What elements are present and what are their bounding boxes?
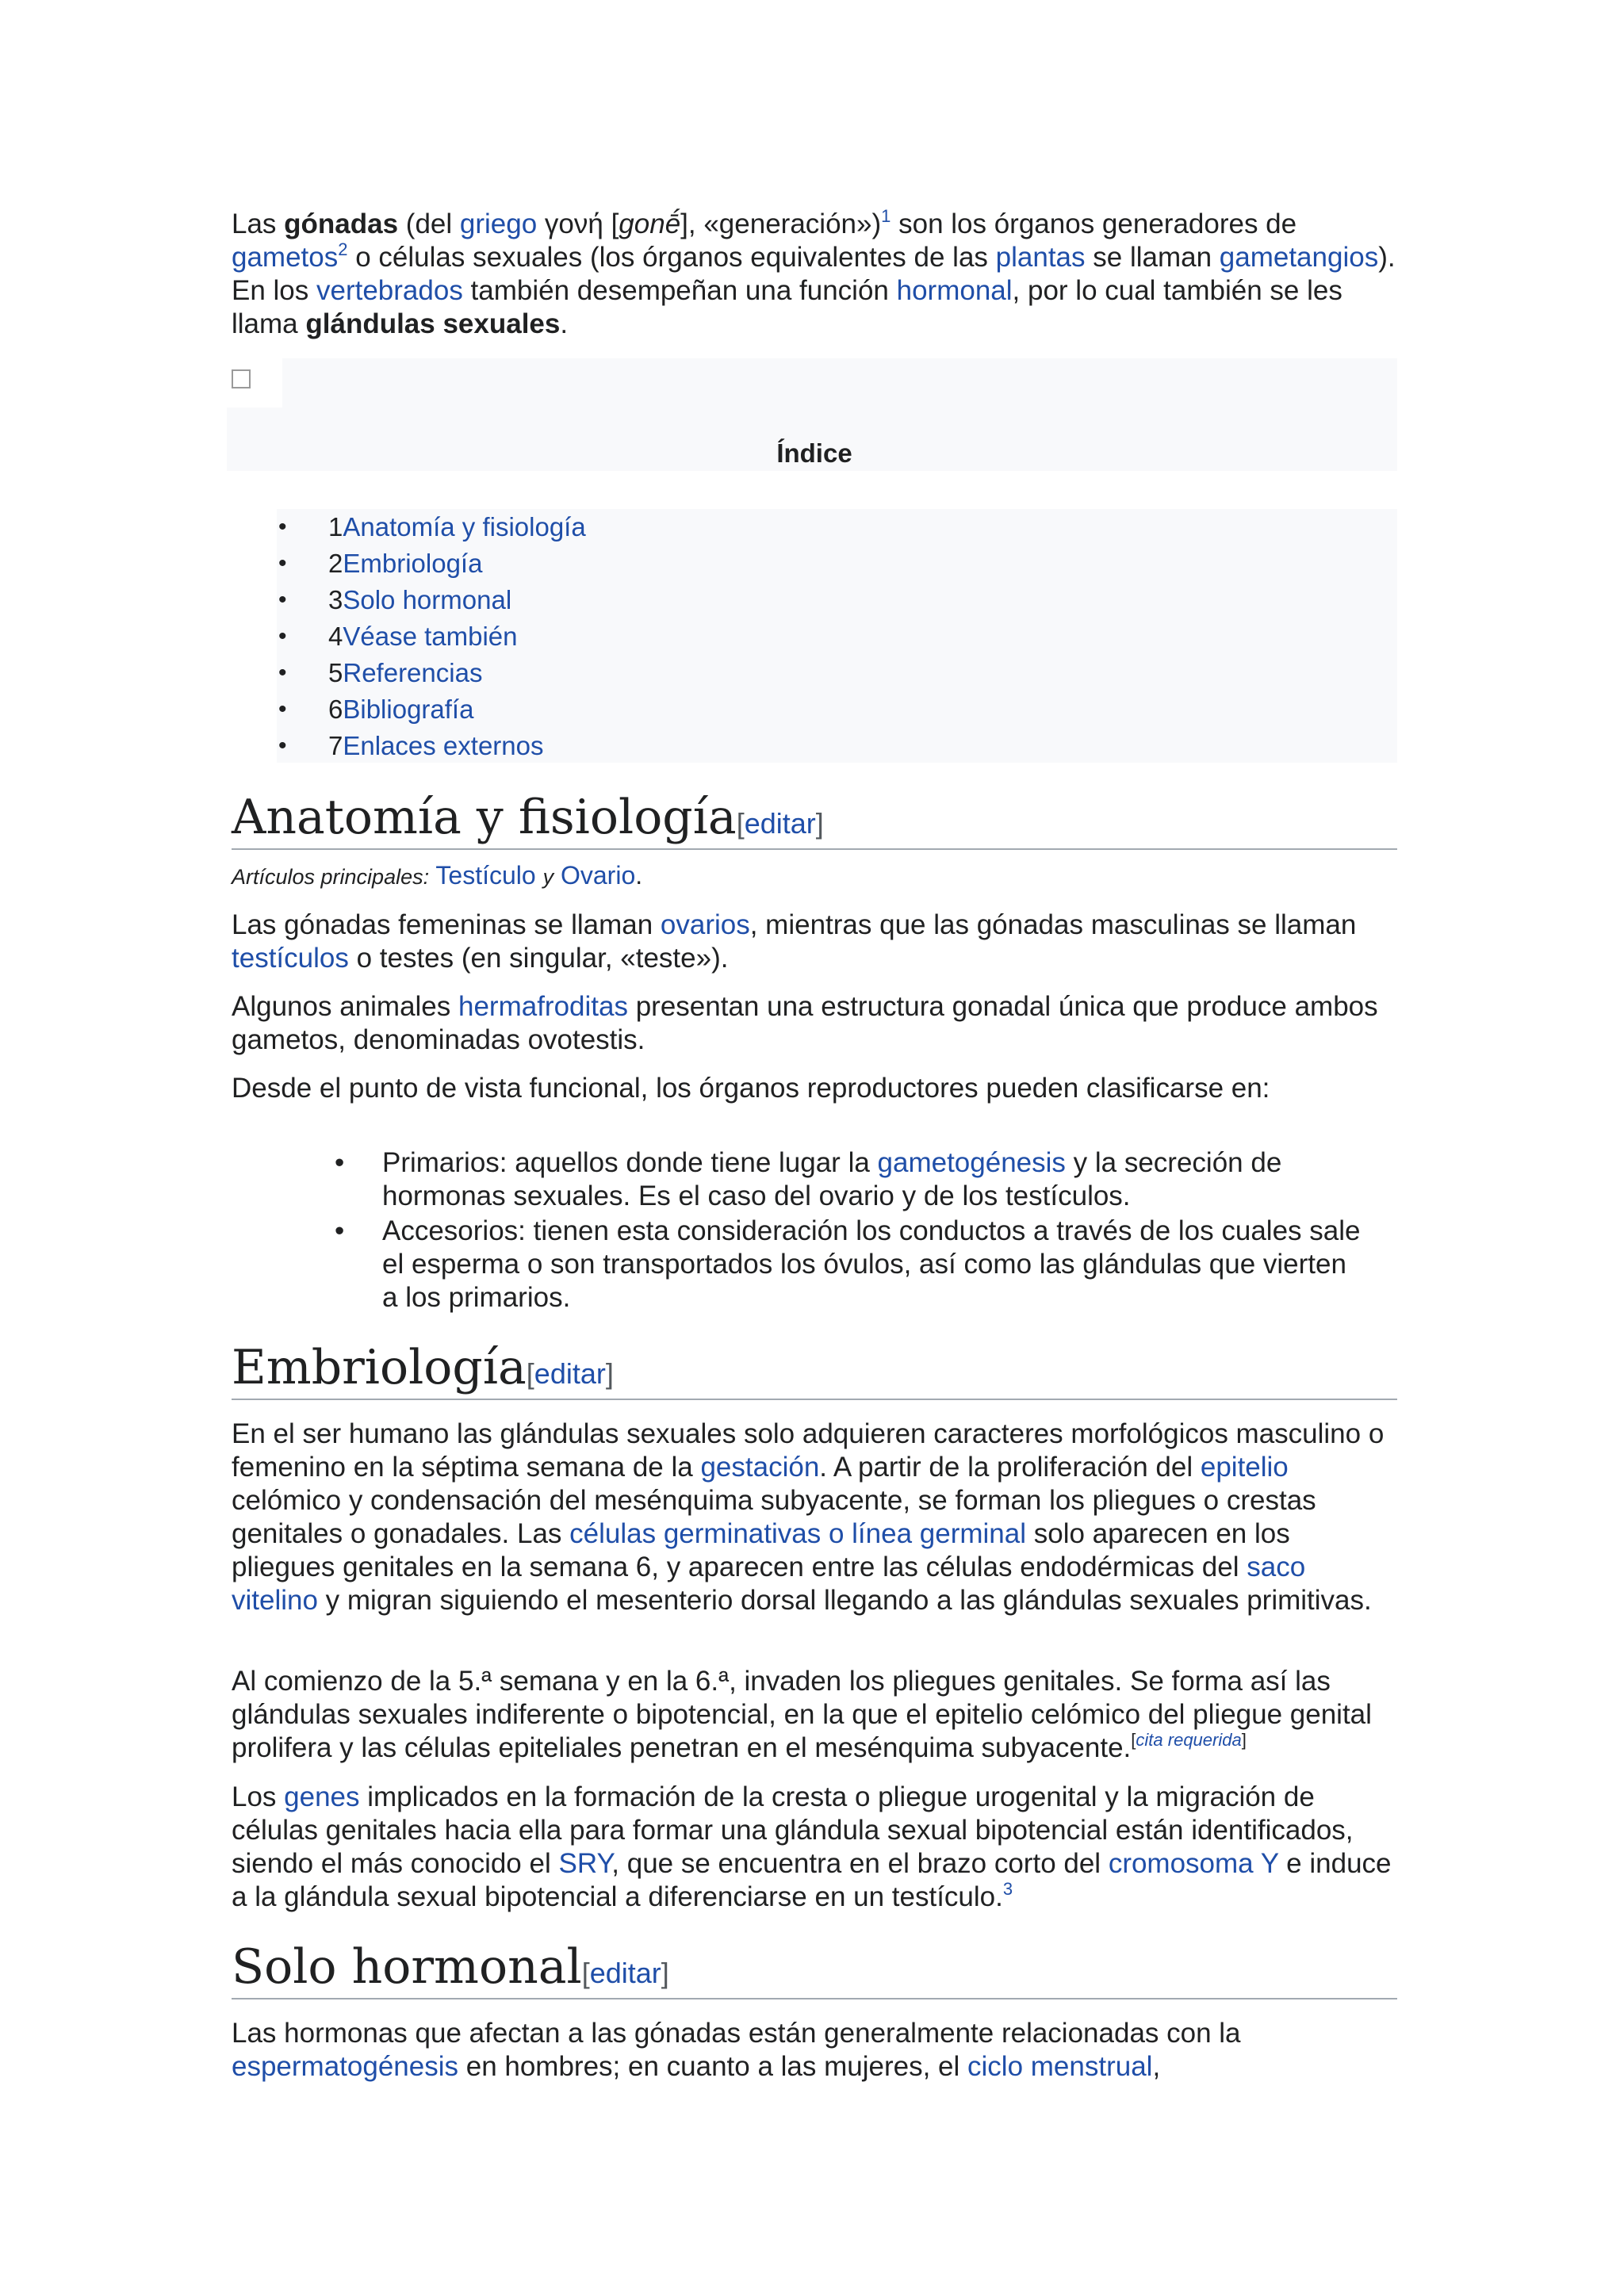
edit-section-embriologia: [editar] <box>526 1357 614 1390</box>
link-hormonal[interactable]: hormonal <box>896 275 1013 306</box>
paragraph: Desde el punto de vista funcional, los órganos reproductores pueden clasificarse en: <box>232 1073 1270 1104</box>
paragraph: Las hormonas que afectan a las gónadas están generalmente relacionadas con la espermatogénesis en hombres; en cuanto a las mujeres, el ciclo menstrual, <box>232 2018 1241 2082</box>
edit-link[interactable]: editar <box>534 1357 606 1390</box>
toc-link-enlaces-externos[interactable]: Enlaces externos <box>343 731 544 760</box>
intro-paragraph: Las gónadas (del griego γονή [gonḗ], «generación»)$^1$ son los órganos generadores de gametos$^2$ o células sexuales (los órganos equivalentes de las plantas se llaman gametangios). En los vertebrados también desempeñan una función hormonal, por lo cual también se les llama glándulas sexuales. <box>232 206 1396 339</box>
paragraph: Las gónadas femeninas se llaman ovarios, mientras que las gónadas masculinas se llaman testículos o testes (en singular, «teste»). <box>232 909 1357 974</box>
paragraph: Algunos animales hermafroditas presentan una estructura gonadal única que produce ambos gametos, denominadas ovotestis. <box>232 991 1378 1055</box>
toc-toggle[interactable] <box>227 358 282 408</box>
link-hermafroditas[interactable]: hermafroditas <box>458 991 628 1022</box>
link-griego[interactable]: griego <box>459 209 538 239</box>
link-gestacion[interactable]: gestación <box>700 1452 820 1483</box>
paragraph: Al comienzo de la 5.ª semana y en la 6.ª, invaden los pliegues genitales. Se forma así las glándulas sexuales indiferente o bipotencial, en la que el epitelio celómico del pliegue genital prolifera y las células epiteliales penetran en el mesénquima subyacente.[cita requerida] <box>232 1666 1372 1763</box>
link-cromosoma-y[interactable]: cromosoma Y <box>1108 1848 1279 1879</box>
term-gonadas: gónadas <box>284 209 399 239</box>
link-cita-requerida[interactable]: cita requerida <box>1136 1730 1242 1750</box>
link-gametos[interactable]: gametos <box>232 242 339 273</box>
heading-embriologia: Embriología[editar] <box>232 1340 1397 1400</box>
toc-link-anatomia[interactable]: Anatomía y fisiología <box>343 512 586 541</box>
toc-link-solo-hormonal[interactable]: Solo hormonal <box>343 585 512 614</box>
link-ciclo-menstrual[interactable]: ciclo menstrual <box>967 2051 1153 2082</box>
list-item: • Accesorios: tienen esta consideración los conductos a través de los cuales sale el esperma o son transportados los óvulos, así como las glándulas que vierten a los primarios. <box>335 1215 1361 1313</box>
ref-3[interactable]: 3 <box>1002 1879 1013 1899</box>
edit-link[interactable]: editar <box>589 1957 661 1989</box>
link-gametangios[interactable]: gametangios <box>1219 242 1379 273</box>
ref-2[interactable]: 2 <box>338 239 348 259</box>
link-ovarios[interactable]: ovarios <box>660 909 750 940</box>
link-epitelio[interactable]: epitelio <box>1200 1452 1289 1483</box>
link-celulas-germinativas[interactable]: células germinativas o línea germinal <box>569 1518 1026 1549</box>
link-testiculo[interactable]: Testículo <box>435 861 536 890</box>
hatnote-articulos-principales: Artículos principales: Testículo y Ovario. <box>232 861 643 890</box>
edit-section-solo-hormonal: [editar] <box>581 1957 669 1989</box>
term-glandulas-sexuales: glándulas sexuales <box>305 308 561 339</box>
toc-link-bibliografia[interactable]: Bibliografía <box>343 695 474 724</box>
toc-link-embriologia[interactable]: Embriología <box>343 549 483 578</box>
link-ovario[interactable]: Ovario <box>560 861 636 890</box>
edit-section-anatomia: [editar] <box>736 807 824 840</box>
ref-1[interactable]: 1 <box>881 206 891 226</box>
edit-link[interactable]: editar <box>744 807 816 840</box>
toc-list: • 1Anatomía y fisiología • 2Embriología • 3Solo hormonal • 4Véase también • 5Referencias • 6Bibliografía • 7Enlaces externos <box>277 509 1397 763</box>
toc-link-referencias[interactable]: Referencias <box>343 658 483 687</box>
paragraph: Los genes implicados en la formación de la cresta o pliegue urogenital y la migración de células genitales hacia ella para formar una glándula sexual bipotencial están identificados, siendo el más conocido el SRY, que se encuentra en el brazo corto del cromosoma Y e induce a la glándula sexual bipotencial a diferenciarse en un testículo.$^3$ <box>232 1781 1392 1912</box>
heading-anatomia: Anatomía y fisiología[editar] <box>232 790 1397 850</box>
link-vertebrados[interactable]: vertebrados <box>316 275 463 306</box>
link-plantas[interactable]: plantas <box>995 242 1086 273</box>
link-espermatogenesis[interactable]: espermatogénesis <box>232 2051 458 2082</box>
list-item: • Primarios: aquellos donde tiene lugar la gametogénesis y la secreción de hormonas sexuales. Es el caso del ovario y de los testículos. <box>335 1147 1282 1211</box>
toc-link-vease-tambien[interactable]: Véase también <box>343 622 518 651</box>
link-testiculos[interactable]: testículos <box>232 943 349 974</box>
paragraph: En el ser humano las glándulas sexuales solo adquieren caracteres morfológicos masculino o femenino en la séptima semana de la gestación. A partir de la proliferación del epitelio celómico y condensación del mesénquima subyacente, se forman los pliegues o crestas genitales o gonadales. Las células germinativas o línea germinal solo aparecen en los pliegues genitales en la semana 6, y aparecen entre las células endodérmicas del saco vitelino y migran siguiendo el mesenterio dorsal llegando a las glándulas sexuales primitivas. <box>232 1418 1385 1616</box>
checkbox-icon[interactable] <box>232 369 251 388</box>
link-gametogenesis[interactable]: gametogénesis <box>877 1147 1066 1178</box>
link-saco-vitelino[interactable]: saco vitelino <box>232 1552 1306 1616</box>
link-sry[interactable]: SRY <box>558 1848 612 1879</box>
link-genes[interactable]: genes <box>284 1781 360 1812</box>
toc-title: Índice <box>776 438 852 468</box>
heading-solo-hormonal: Solo hormonal[editar] <box>232 1939 1397 1999</box>
citation-needed: [cita requerida] <box>1131 1730 1247 1750</box>
